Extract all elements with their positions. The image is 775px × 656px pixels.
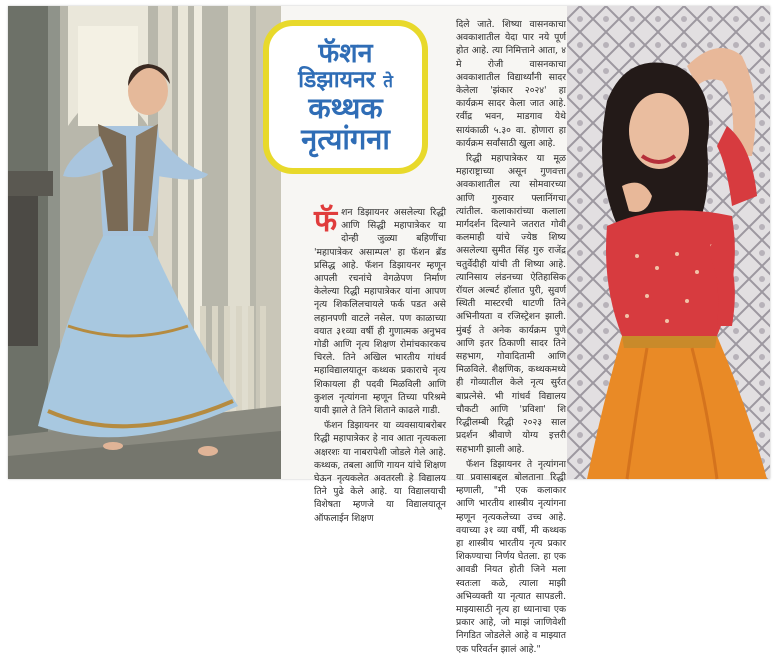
article-paragraph: रिद्धी महापात्रेकर या मूळ महाराष्ट्राच्या असून गुणवत्ता अवकाशातील त्या सोमवारच्या आणि गुरुवार फ्लानिंगचा त्यांतील. कलाकारांच्या कलाला मार्गदर्शन दिल्याने जतरात गोवी कलमाही यांचे ज्येष्ठ शिष्य असलेल्या सुमीत सिंह गुरु राजेंद्र चतुर्वेदीही यांची ती शिष्या आहे. त्यानिसाय लंडनच्या ऐतिहासिक रॉयल अल्बर्ट हॉलात पुरी, सुवर्ण स्थिती मास्टरची धाटणी तिने अभिनीयता व रजिस्ट्रेशन झाली. मुंबई ते अनेक कार्यक्रम पुणे आणि इतर ठिकाणी सादर तिने सहभाग, गोवादितामी आणि मिळविले. शैक्षणिक, कथ्थकमध्ये ही गोव्यातील केले नृत्य सुर्रत बाप्रत्नेसे. भी गांधर्व विद्यालय चौकटी आणि 'प्रविशा' शि रिद्धीलम्बी रिद्धी २०२३ साल प्रदर्शन श्रीवाणे योग्य इत्तरी सहभागी झाली आहे.: [456, 153, 566, 455]
headline-line-2: [298, 68, 393, 93]
article-paragraph: फॅशन डिझायनर ते नृत्यांगना या प्रवासाबद्दल बोलताना रिद्धी म्हणाली, "मी एक कलाकार आणि भारतीय शास्त्रीय नृत्यांगना म्हणून नृत्यकलेच्या उच्च आहे. वयाच्या ३१ व्या वर्षी, मी कथ्थक हा शास्त्रीय भारतीय नृत्य प्रकार शिकण्याचा निर्णय घेतला. हा एक आवडी नियत होती जिने मला स्वतःला कळे, त्याला माझी अभिव्यक्ती या नृत्यात सापडली. माझ्यासाठी नृत्य हा ध्यानाचा एक प्रकार आहे, जो माझं जाणिवेशी निगडित जोडलेले आहे व माझ्यात एक परिवर्तन झालं आहे.": [456, 458, 566, 655]
headline-line-4: नृत्यांगना: [301, 121, 390, 156]
article-paragraph: [314, 206, 446, 417]
drop-cap: फॅ: [314, 204, 338, 239]
photo-dancer-red: [567, 6, 770, 479]
headline-line-3: कथ्थक: [308, 90, 383, 125]
article-text: शन डिझायनर असलेल्या रिद्धी आणि सिद्धी महापात्रेकर या दोन्ही जुळ्या बहिणींचा 'महापात्रेकर असाम्पल' हा फॅशन ब्रँड प्रसिद्ध आहे. फॅशन डिझायनर म्हणून आपली रचनांचे वेगळेपण निर्माण केलेल्या रिद्धी महापात्रेकर यांना आपण नृत्य शिकलिलचायले फर्क पडत असे लहानपणी वाटले नसेल. पण काळाच्या वयात ३१व्या वर्षी ही गुणात्मक अनुभव गोडी आणि नृत्य शिक्षण रोमांचकारकच चिरले. तिने अखिल भारतीय गांधर्व महाविद्यालयातून कथ्थक प्रकाराचे नृत्य शिकायला ही पदवी मिळविली आणि कुशल नृत्यांगना म्हणून तिच्या परिश्रमे यावी झाले ते तिने शिताने काढले गाडी.: [314, 207, 446, 417]
headline-line-2-main: डिझायनर: [298, 66, 376, 93]
headline-line-2-connector: ते: [383, 71, 393, 92]
photo-dancer-blue-illustration: [8, 6, 281, 479]
article-paragraph: दिले जाते. शिष्या वासनकाचा अवकाशातील येदा पार नये पूर्ण होत आहे. त्या निमित्ताने आता, ४ मे रोजी वासनकाचा अवकाशातील विद्यार्थ्यांनी सादर केलेला 'झंकार २०२४' हा कार्यक्रम सादर केला जात आहे. रवींद्र भवन, माडगाव येथे सायंकाळी ५.३० वा. होणारा हा कार्यक्रम सर्वांसाठी खुला आहे.: [456, 19, 566, 149]
article-column-1: [314, 204, 446, 524]
article-paragraph: फॅशन डिझायनर या व्यवसायाबरोबर रिद्धी महापात्रेकर हे नाव आता नृत्यकला अक्षरशः या नाबरापेशी जोडले गेले आहे. कथ्थक, तबला आणि गायन यांचे शिक्षण घेऊन नृत्यकलेत अवतरली हे विद्यालय तिने पुढे केले आहे. या विद्यालयाची विशेषता म्हणजे या विद्यालयातून ऑफलाईन शिक्षण: [314, 420, 446, 524]
headline-line-1: फॅशन: [318, 37, 373, 69]
photo-dancer-blue: [8, 6, 281, 479]
newspaper-clipping: [8, 6, 770, 655]
article-column-2: [456, 18, 566, 655]
headline-box: [263, 20, 428, 174]
photo-dancer-red-illustration: [567, 6, 770, 479]
